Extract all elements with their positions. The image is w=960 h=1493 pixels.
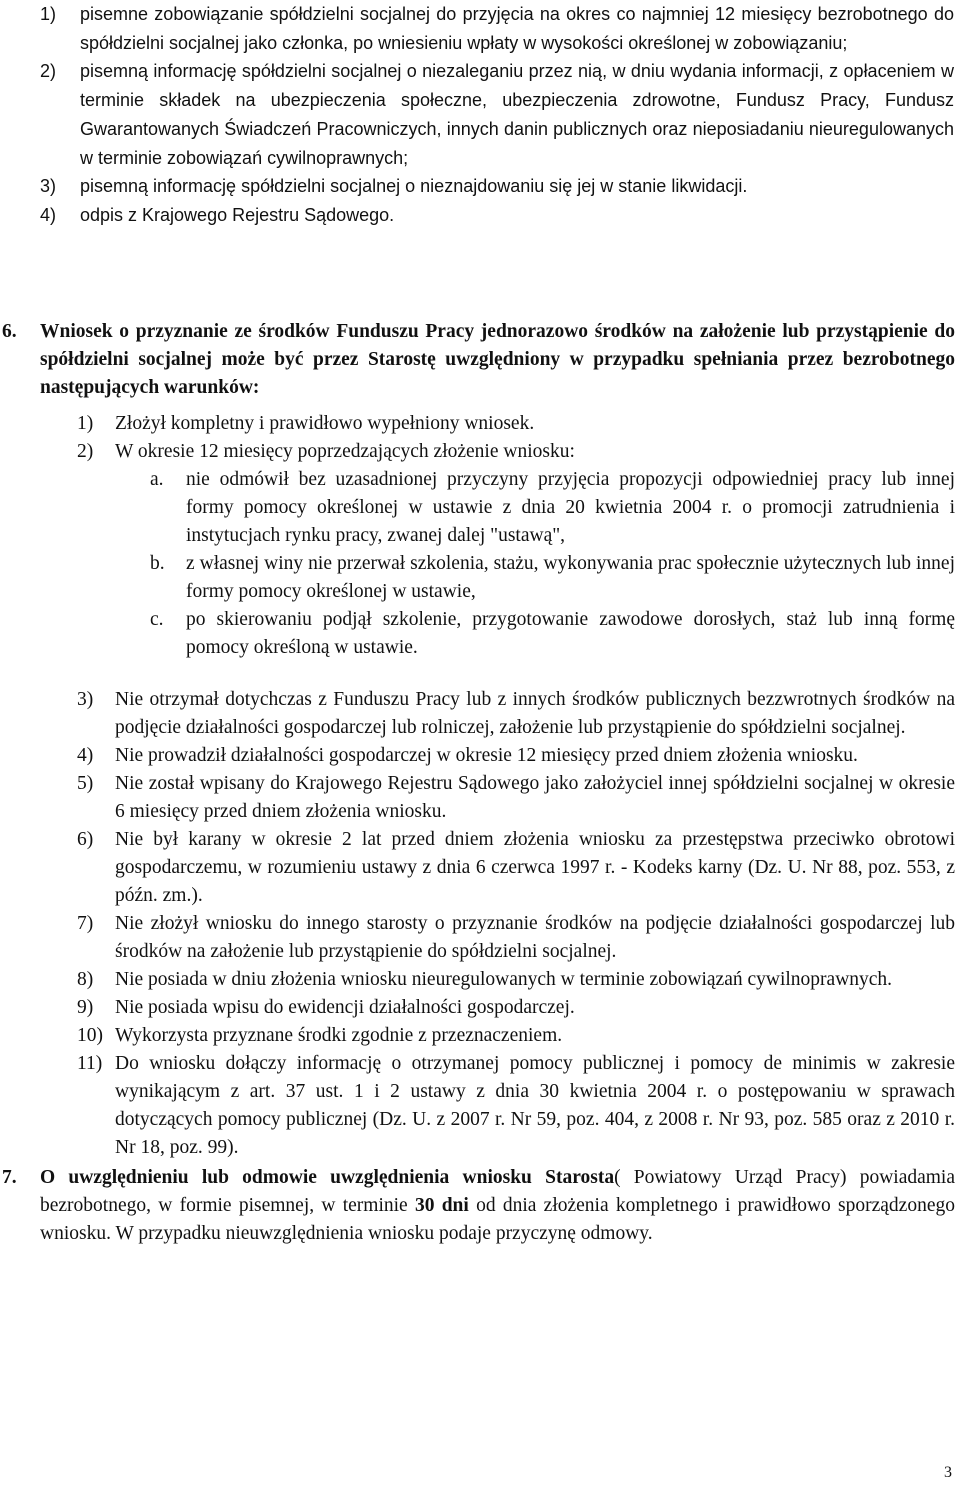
item-text: nie odmówił bez uzasadnionej przyczyny przyjęcia propozycji odpowiedniej pracy lub innej formy pomocy określonej w ustawie z dnia 20 kwietnia 2004 r. o promocji zatrudnienia i instytucjach rynku pracy, zwanej dalej "ustawą", [186,469,955,546]
item-text: Do wniosku dołączy informację o otrzymanej pomocy publicznej i pomocy de minimis w zakresie wynikającym z art. 37 ust. 1 i 2 ustawy z dnia 30 kwietnia 2004 r. o postępowaniu w sprawach dotyczących pomocy publicznej (Dz. U. z 2007 r. Nr 59, poz. 404, z 2008 r. Nr 93, poz. 585 oraz z 2010 r. Nr 18, poz. 99). [115,1053,955,1158]
item-text: Nie otrzymał dotychczas z Funduszu Pracy lub z innych środków publicznych bezzwrotnych środków na podjęcie działalności gospodarczej lub rolniczej, założenie lub przystąpienie do spółdzielni socjalnej. [115,689,955,738]
list-item [77,410,955,438]
list-item [77,686,955,742]
list-item [77,742,955,770]
section-heading [0,318,955,402]
item-text: Wykorzysta przyznane środki zgodnie z przeznaczeniem. [115,1025,563,1046]
item-number: 11) [77,1053,103,1074]
list-item [150,606,955,662]
item-text: pisemne zobowiązanie spółdzielni socjalnej do przyjęcia na okres co najmniej 12 miesięcy bezrobotnego do spółdzielni socjalnej jako członka, po wniesieniu wpłaty w wysokości określonej w zobowiązaniu; [80,4,954,53]
section-heading-text: Wniosek o przyznanie ze środków Funduszu Pracy jednorazowo środków na założenie lub przystąpienie do spółdzielni socjalnej może być przez Starostę uwzględniony w przypadku spełniania przez bezrobotnego następujących warunków: [40,321,955,398]
item-text: Nie posiada w dniu złożenia wniosku nieuregulowanych w terminie zobowiązań cywilnoprawnych. [115,969,893,990]
section-number: 7. [2,1167,17,1188]
list-item [77,438,955,466]
list-item [77,994,955,1022]
item-number: 9) [77,997,94,1018]
item-number: 1) [77,413,94,434]
item-text: Złożył kompletny i prawidłowo wypełniony wniosek. [115,413,535,434]
item-number: 2) [40,61,57,82]
list-item [77,770,955,826]
conditions-list [77,410,955,466]
list-item [150,466,955,550]
item-number: 3) [40,176,57,197]
page-number: 3 [944,1464,952,1481]
item-text: Nie był karany w okresie 2 lat przed dniem złożenia wniosku za przestępstwa przeciwko obrotowi gospodarczemu, w rozumieniu ustawy z dnia 6 czerwca 1997 r. - Kodeks karny (Dz. U. Nr 88, poz. 553, z późn. zm.). [115,829,955,906]
list-item [77,966,955,994]
section-7-text-part1: ( Powiatowy Urząd Pracy) powiadamia bezrobotnego, w formie pisemnej, w terminie [40,1167,956,1216]
section-number: 6. [2,321,17,342]
item-text: Nie został wpisany do Krajowego Rejestru Sądowego jako założyciel innej spółdzielni socjalnej w okresie 6 miesięcy przed dniem złożenia wniosku. [115,773,955,822]
list-item [40,201,954,230]
item-text: pisemną informację spółdzielni socjalnej o niezaleganiu przez nią, w dniu wydania informacji, z opłaceniem w terminie składek na ubezpieczenia społeczne, ubezpieczenia zdrowotne, Fundusz Pracy, Fundusz Gwarantowanych Świadczeń Pracowniczych, innych danin publicznych oraz nieposiadaniu nieuregulowanych w terminie zobowiązań cywilnoprawnych; [80,61,954,168]
sub-conditions-list [150,466,955,662]
item-number: 4) [40,204,57,225]
item-text: Nie posiada wpisu do ewidencji działalności gospodarczej. [115,997,575,1018]
list-item [77,1022,955,1050]
list-item [77,910,955,966]
item-text: Nie prowadził działalności gospodarczej w okresie 12 miesięcy przed dniem złożenia wniosku. [115,745,858,766]
item-letter: a. [150,469,164,490]
item-number: 10) [77,1025,103,1046]
item-letter: c. [150,609,164,630]
item-text: W okresie 12 miesięcy poprzedzających złożenie wniosku: [115,441,575,462]
item-number: 6) [77,829,94,850]
item-number: 8) [77,969,94,990]
item-text: odpis z Krajowego Rejestru Sądowego. [80,204,395,225]
section-7 [0,1164,955,1248]
list-item [77,1050,955,1162]
item-number: 2) [77,441,94,462]
item-number: 5) [77,773,94,794]
item-number: 7) [77,913,94,934]
item-number: 4) [77,745,94,766]
item-text: po skierowaniu podjął szkolenie, przygotowanie zawodowe dorosłych, staż lub inną formę pomocy określoną w ustawie. [186,609,955,658]
item-number: 3) [77,689,94,710]
item-text: pisemną informację spółdzielni socjalnej o nieznajdowaniu się jej w stanie likwidacji. [80,176,748,197]
item-letter: b. [150,553,165,574]
section-6 [0,318,955,1248]
conditions-list-continued [77,686,955,1162]
item-text: Nie złożył wniosku do innego starosty o przyznanie środków na podjęcie działalności gospodarczej lub środków na założenie lub przystąpienie do spółdzielni socjalnej. [115,913,955,962]
list-item [40,172,954,201]
item-number: 1) [40,4,57,24]
list-item [150,550,955,606]
section-7-deadline: 30 dni [414,1195,469,1216]
list-item [40,57,954,172]
spacer [0,662,955,686]
attachments-list [40,0,954,230]
list-item [77,826,955,910]
item-text: z własnej winy nie przerwał szkolenia, stażu, wykonywania prac społecznie użytecznych lub innej formy pomocy określonej w ustawie, [186,553,955,602]
section-7-text-part2: od dnia złożenia kompletnego i prawidłowo sporządzonego wniosku. W przypadku nieuwzględnienia wniosku podaje przyczynę odmowy. [40,1195,955,1244]
section-7-bold-lead: O uwzględnieniu lub odmowie uwzględnienia wniosku Starosta [40,1167,615,1188]
section-7-text [40,1164,955,1248]
list-item [40,0,954,57]
